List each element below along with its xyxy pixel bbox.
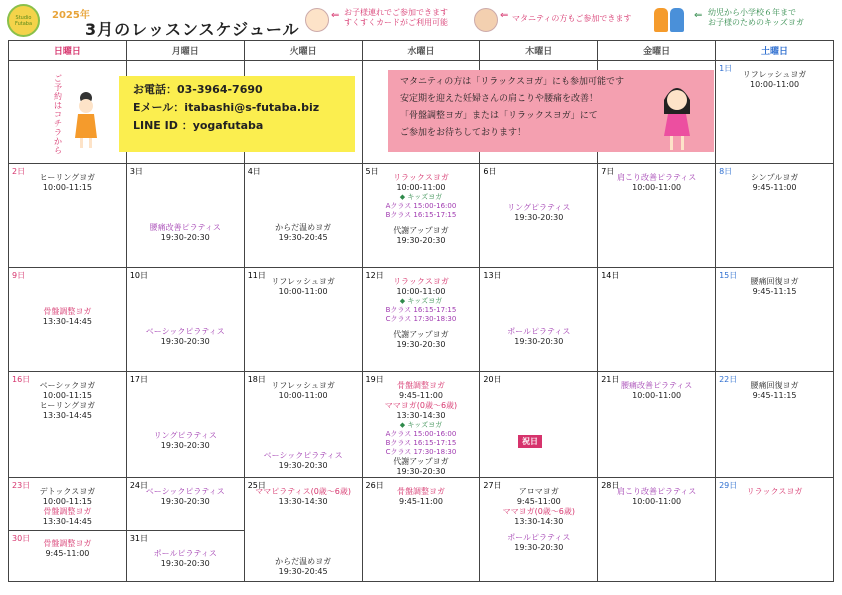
- class-time: 19:30-20:30: [396, 340, 446, 349]
- weekday-mon: 月曜日: [126, 41, 244, 61]
- class-entry[interactable]: [363, 226, 480, 246]
- day-cell[interactable]: [480, 164, 598, 268]
- class-entry[interactable]: [245, 223, 362, 243]
- class-time: 13:30-14:30: [514, 517, 564, 526]
- kids-class-note-sub: お子様のためのキッズヨガ: [708, 18, 804, 27]
- mother-face-icon: [474, 8, 498, 32]
- week-row: [9, 478, 834, 582]
- class-time: 9:45-11:00: [45, 549, 90, 558]
- class-entry[interactable]: [363, 315, 480, 324]
- class-name: ◆ キッズヨガ: [399, 297, 443, 305]
- class-list: [245, 164, 362, 243]
- day-number: 21日: [601, 375, 620, 384]
- class-name: アロマヨガ: [518, 487, 559, 496]
- class-time: 19:30-20:30: [514, 213, 564, 222]
- class-entry[interactable]: [480, 533, 597, 553]
- day-number: 6日: [483, 167, 497, 176]
- class-name: ◆ キッズヨガ: [399, 193, 443, 201]
- class-name: 肩こり改善ピラティス: [616, 487, 697, 496]
- kids-note: [344, 8, 448, 28]
- weekday-header-row: [9, 41, 834, 61]
- day-number: 20日: [483, 375, 502, 384]
- maternity-line-3: 「骨盤調整ヨガ」または「リラックスヨガ」にて: [400, 111, 598, 121]
- day-cell[interactable]: [9, 164, 127, 268]
- day-number: 17日: [129, 375, 149, 384]
- day-number: 24日: [129, 481, 149, 490]
- class-name: ベーシックピラティス: [145, 487, 225, 496]
- day-number: 3日: [129, 167, 143, 176]
- class-list: [716, 61, 833, 90]
- year-label: 2025年: [52, 10, 90, 21]
- class-entry[interactable]: [363, 330, 480, 350]
- day-cell-30[interactable]: [9, 530, 126, 581]
- class-time: 13:30-14:30: [396, 411, 446, 420]
- class-time: 19:30-20:30: [396, 236, 446, 245]
- class-name: ベーシックピラティス: [145, 327, 225, 336]
- class-name: 骨盤調整ヨガ: [396, 487, 445, 496]
- day-cell[interactable]: [9, 268, 127, 372]
- class-time: 19:30-20:30: [396, 467, 446, 476]
- class-name: ママヨガ(0歳～6歳): [502, 507, 575, 516]
- day-cell[interactable]: [598, 372, 716, 478]
- class-time: 10:00-11:00: [278, 391, 328, 400]
- class-name: Bクラス 16:15-17:15: [385, 439, 457, 447]
- class-entry[interactable]: [363, 211, 480, 220]
- class-time: 19:30-20:30: [160, 441, 210, 450]
- class-time: 10:00-11:00: [750, 80, 800, 89]
- class-time: 10:00-11:15: [42, 497, 92, 506]
- maternity-line-1: マタニティの方は「リラックスヨガ」にも参加可能です: [400, 77, 625, 87]
- class-time: 9:45-11:00: [752, 183, 797, 192]
- maternity-note: マタニティの方もご参加できます: [512, 14, 632, 23]
- class-name: リフレッシュヨガ: [271, 277, 335, 286]
- class-name: ポールピラティス: [507, 533, 571, 542]
- class-name: リラックスヨガ: [393, 173, 449, 182]
- header: [0, 0, 842, 40]
- weekday-tue: 火曜日: [244, 41, 362, 61]
- class-name: デトックスヨガ: [39, 487, 96, 496]
- day-cell[interactable]: [598, 164, 716, 268]
- class-list: [245, 478, 362, 577]
- day-number: 7日: [601, 167, 615, 176]
- day-number: 23日: [12, 481, 31, 490]
- class-name: ヒーリングヨガ: [39, 173, 96, 182]
- day-number: 1日: [719, 64, 733, 73]
- day-cell[interactable]: [716, 478, 834, 582]
- day-cell[interactable]: [362, 372, 480, 478]
- class-entry[interactable]: [363, 448, 480, 457]
- day-number: 19日: [365, 375, 384, 384]
- day-cell[interactable]: [126, 478, 244, 582]
- day-cell[interactable]: [126, 268, 244, 372]
- day-cell[interactable]: [362, 164, 480, 268]
- day-cell[interactable]: [362, 268, 480, 372]
- class-time: 10:00-11:00: [632, 497, 682, 506]
- day-cell[interactable]: [244, 164, 362, 268]
- class-name: リフレッシュヨガ: [742, 70, 807, 79]
- class-list: [598, 61, 715, 70]
- day-cell[interactable]: [598, 478, 716, 582]
- class-list: [9, 164, 126, 193]
- class-entry[interactable]: [245, 557, 362, 577]
- class-name: シンプルヨガ: [750, 173, 799, 182]
- day-number: 26日: [365, 481, 384, 490]
- class-name: ヒーリングヨガ: [39, 401, 96, 410]
- week-row: [9, 372, 834, 478]
- class-name: 腰痛改善ピラティス: [149, 223, 221, 232]
- day-number: 13日: [483, 271, 502, 280]
- class-entry[interactable]: [9, 401, 126, 421]
- day-cell[interactable]: [126, 372, 244, 478]
- maternity-line-2: 安定期を迎えた妊婦さんの肩こりや腰痛を改善！: [400, 94, 599, 104]
- class-entry[interactable]: [363, 457, 480, 477]
- class-name: からだ温めヨガ: [275, 223, 332, 232]
- day-number: 8日: [719, 167, 733, 176]
- class-time: 9:45-11:15: [752, 391, 797, 400]
- class-entry[interactable]: [598, 173, 715, 193]
- day-number: 9日: [12, 271, 26, 280]
- kids-class-note: [708, 8, 804, 28]
- class-time: 19:30-20:45: [278, 233, 328, 242]
- class-name: 骨盤調整ヨガ: [396, 381, 445, 390]
- class-entry[interactable]: [363, 439, 480, 448]
- day-cell[interactable]: [716, 372, 834, 478]
- class-entry[interactable]: [480, 203, 597, 223]
- day-cell[interactable]: [9, 61, 127, 164]
- class-time: 9:45-11:00: [399, 497, 443, 506]
- class-list: [9, 268, 126, 327]
- day-number: 14日: [601, 271, 620, 280]
- contact-phone[interactable]: お電話：03-3964-7690: [133, 83, 263, 96]
- class-time: 10:00-11:00: [632, 391, 682, 400]
- class-name: Bクラス 16:15-17:15: [385, 211, 457, 219]
- class-entry[interactable]: [363, 430, 480, 439]
- studio-logo: [7, 4, 40, 37]
- class-list: [245, 372, 362, 471]
- class-entry[interactable]: [716, 70, 833, 90]
- day-number: 29日: [719, 481, 738, 490]
- day-number: 15日: [719, 271, 738, 280]
- class-entry[interactable]: [9, 173, 126, 193]
- day-number: 10日: [129, 271, 149, 280]
- class-name: リラックスヨガ: [393, 277, 449, 286]
- contact-box: [119, 76, 355, 152]
- day-number: 27日: [483, 481, 502, 490]
- class-name: 代謝アップヨガ: [393, 226, 449, 235]
- class-list: [716, 164, 833, 193]
- day-cell[interactable]: [244, 268, 362, 372]
- page-title: 3月のレッスンスケジュール: [85, 20, 300, 39]
- weekday-sun: 日曜日: [9, 41, 127, 61]
- day-cell[interactable]: [716, 164, 834, 268]
- holiday-badge: 祝日: [518, 435, 542, 448]
- class-entry[interactable]: [480, 507, 597, 527]
- class-entry[interactable]: [363, 202, 480, 211]
- class-entry[interactable]: [480, 327, 597, 347]
- class-list: [245, 61, 362, 70]
- class-time: 10:00-11:00: [632, 183, 682, 192]
- arrow-left-icon: ⇐: [331, 10, 340, 21]
- class-name: 肩こり改善ピラティス: [616, 173, 697, 182]
- class-time: 19:30-20:30: [160, 337, 210, 346]
- class-time: 13:30-14:45: [42, 517, 92, 526]
- weekday-thu: 木曜日: [480, 41, 598, 61]
- class-name: 骨盤調整ヨガ: [43, 539, 92, 548]
- day-cell[interactable]: [362, 478, 480, 582]
- class-time: 19:30-20:30: [160, 497, 210, 506]
- day-number: 25日: [247, 481, 266, 490]
- class-name: 代謝アップヨガ: [393, 330, 449, 339]
- class-time: 19:30-20:45: [278, 567, 328, 576]
- class-entry[interactable]: [245, 451, 362, 471]
- week-row: [9, 164, 834, 268]
- day-number: 16日: [12, 375, 31, 384]
- class-name: ◆ キッズヨガ: [399, 421, 443, 429]
- class-entry[interactable]: [363, 297, 480, 306]
- day-cell[interactable]: [598, 268, 716, 372]
- day-number: 2日: [12, 167, 26, 176]
- baby-face-icon: [305, 8, 329, 32]
- day-cell-31[interactable]: [127, 530, 244, 581]
- class-name: 代謝アップヨガ: [393, 457, 449, 466]
- day-cell[interactable]: [480, 372, 598, 478]
- day-cell[interactable]: [244, 478, 362, 582]
- kids-class-note-title: 幼児から小学校６年まで: [708, 8, 796, 17]
- class-name: 腰痛改善ピラティス: [620, 381, 693, 390]
- day-cell[interactable]: [126, 164, 244, 268]
- day-number: 11日: [247, 271, 266, 280]
- class-name: Bクラス 16:15-17:15: [385, 306, 457, 314]
- contact-line-id[interactable]: LINE ID ：yogafutaba: [133, 119, 264, 132]
- kids-note-title: お子様連れでご参加できます: [344, 8, 448, 17]
- day-cell[interactable]: [244, 372, 362, 478]
- class-entry[interactable]: [9, 307, 126, 327]
- reservation-vertical-label: ご予約はコチラから: [54, 74, 62, 155]
- class-time: 10:00-11:00: [396, 287, 446, 296]
- class-name: 腰痛回復ヨガ: [750, 277, 799, 286]
- class-entry[interactable]: [127, 223, 244, 243]
- class-time: 9:45-11:00: [399, 391, 443, 400]
- class-list: [9, 61, 126, 70]
- day-number: 30日: [12, 534, 31, 543]
- class-time: 10:00-11:00: [278, 287, 328, 296]
- class-time: 10:00-11:15: [42, 183, 92, 192]
- class-time: 13:30-14:45: [42, 411, 92, 420]
- class-name: リフレッシュヨガ: [271, 381, 335, 390]
- class-name: Cクラス 17:30-18:30: [385, 315, 457, 323]
- kids-note-sub: すくすくカードがご利用可能: [344, 18, 448, 27]
- class-time: 13:30-14:45: [42, 317, 92, 326]
- class-name: ママヨガ(0歳～6歳): [384, 401, 458, 410]
- class-name: Aクラス 15:00-16:00: [385, 430, 457, 438]
- class-name: リングピラティス: [153, 431, 217, 440]
- class-entry[interactable]: [363, 401, 480, 421]
- kids-icon: [654, 8, 694, 34]
- contact-email[interactable]: Eメール：itabashi@s-futaba.biz: [133, 101, 320, 114]
- girl-pink-dress-icon: [660, 80, 694, 154]
- day-cell[interactable]: [480, 268, 598, 372]
- day-number: 5日: [365, 167, 379, 176]
- day-number: 31日: [129, 534, 149, 543]
- day-cell[interactable]: [716, 268, 834, 372]
- class-list: [363, 372, 480, 477]
- week-row: [9, 268, 834, 372]
- day-cell[interactable]: [480, 478, 598, 582]
- weekday-wed: 水曜日: [362, 41, 480, 61]
- class-entry[interactable]: [363, 421, 480, 430]
- class-name: ベーシックピラティス: [263, 451, 343, 460]
- arrow-left-icon: ⇐: [500, 10, 509, 21]
- class-list: [363, 61, 480, 70]
- class-name: 骨盤調整ヨガ: [43, 507, 92, 516]
- class-name: Cクラス 17:30-18:30: [385, 448, 457, 456]
- class-list: [480, 164, 597, 223]
- maternity-line-4: ご参加をお待ちしております！: [400, 128, 527, 138]
- class-entry[interactable]: [716, 173, 833, 193]
- day-number: 12日: [365, 271, 384, 280]
- weekday-sat: 土曜日: [716, 41, 834, 61]
- class-name: からだ温めヨガ: [275, 557, 332, 566]
- class-time: 19:30-20:30: [160, 559, 210, 568]
- logo-text: Studio Futaba: [14, 14, 33, 27]
- class-list: [480, 61, 597, 70]
- day-number: 22日: [719, 375, 738, 384]
- class-time: 19:30-20:30: [514, 337, 564, 346]
- class-time: 9:45-11:00: [516, 497, 561, 506]
- class-name: リラックスヨガ: [746, 487, 803, 496]
- class-entry[interactable]: [363, 193, 480, 202]
- class-name: 骨盤調整ヨガ: [43, 307, 92, 316]
- day-number: 28日: [601, 481, 620, 490]
- class-list: [363, 164, 480, 246]
- class-name: ポールピラティス: [507, 327, 571, 336]
- class-list: [598, 164, 715, 193]
- day-cell[interactable]: [716, 61, 834, 164]
- day-number: 18日: [247, 375, 266, 384]
- class-list: [127, 164, 244, 243]
- arrow-left-icon: ⇐: [694, 10, 703, 21]
- class-entry[interactable]: [9, 507, 126, 527]
- class-name: Aクラス 15:00-16:00: [385, 202, 457, 210]
- weekday-fri: 金曜日: [598, 41, 716, 61]
- class-name: リングピラティス: [507, 203, 571, 212]
- class-entry[interactable]: [127, 327, 244, 347]
- day-cell[interactable]: [9, 478, 127, 582]
- day-number: 4日: [247, 167, 261, 176]
- class-entry[interactable]: [127, 431, 244, 451]
- class-name: ベーシックヨガ: [39, 381, 96, 390]
- class-name: ポールピラティス: [153, 549, 217, 558]
- class-name: ママピラティス(0歳～6歳): [255, 487, 351, 496]
- class-entry[interactable]: [363, 306, 480, 315]
- class-time: 13:30-14:30: [278, 497, 328, 506]
- class-time: 9:45-11:15: [752, 287, 797, 296]
- class-entry[interactable]: [363, 173, 480, 193]
- class-time: 19:30-20:30: [514, 543, 564, 552]
- girl-illustration-icon: [70, 90, 102, 150]
- class-time: 19:30-20:30: [278, 461, 328, 470]
- class-time: 10:00-11:15: [42, 391, 92, 400]
- class-name: 腰痛回復ヨガ: [750, 381, 799, 390]
- class-list: [127, 61, 244, 70]
- class-time: 10:00-11:00: [396, 183, 446, 192]
- day-cell[interactable]: [9, 372, 127, 478]
- class-time: 19:30-20:30: [160, 233, 210, 242]
